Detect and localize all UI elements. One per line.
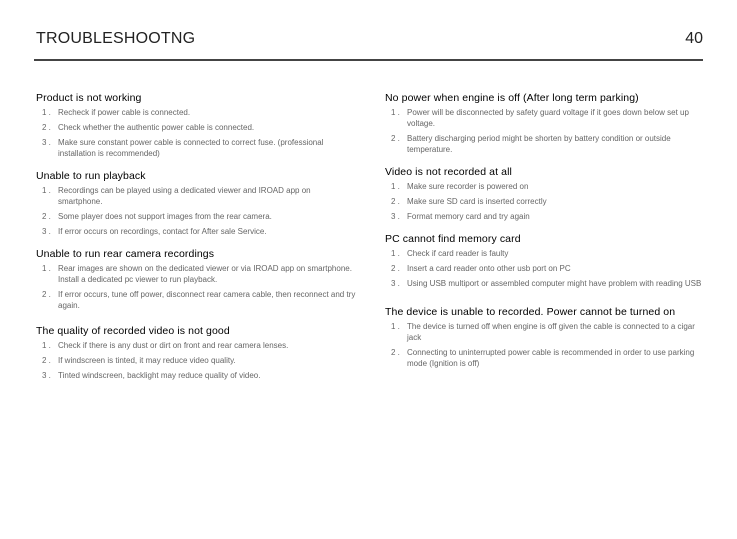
item-text: The device is turned off when engine is off given the cable is connected to a cigar jack <box>407 322 695 342</box>
item-text: Battery discharging period might be shorten by battery condition or outside temperature. <box>407 134 671 154</box>
item-text: Rear images are shown on the dedicated viewer or via IROAD app on smartphone. Install a dedicated pc viewer to run playback. <box>58 264 352 284</box>
header-divider <box>34 59 703 61</box>
item-text: If error occurs, tune off power, disconnect rear camera cable, then reconnect and try again. <box>58 290 356 310</box>
item-text: Check if there is any dust or dirt on front and rear camera lenses. <box>58 341 289 350</box>
item-number: 2 . <box>391 264 400 273</box>
section-title: PC cannot find memory card <box>385 233 521 245</box>
section-item-list <box>36 107 356 159</box>
list-item <box>36 211 356 222</box>
item-text: Using USB multiport or assembled computer might have problem with reading USB <box>407 279 702 288</box>
item-text: Recheck if power cable is connected. <box>58 108 191 117</box>
item-number: 2 . <box>391 134 400 143</box>
left-column <box>36 92 356 385</box>
item-text: Insert a card reader onto other usb port on PC <box>407 264 571 273</box>
item-number: 3 . <box>391 212 400 221</box>
list-item <box>385 278 705 289</box>
list-item <box>36 370 356 381</box>
item-text: Check if card reader is faulty <box>407 249 509 258</box>
item-number: 1 . <box>391 182 400 191</box>
list-item <box>36 289 356 311</box>
list-item <box>36 185 356 207</box>
list-item <box>385 181 705 192</box>
troubleshoot-section <box>36 92 356 159</box>
section-item-list <box>385 321 705 369</box>
item-number: 2 . <box>42 290 51 299</box>
list-item <box>36 355 356 366</box>
item-text: Make sure constant power cable is connected to correct fuse. (professional installation is recommended) <box>58 138 324 158</box>
troubleshoot-section <box>385 92 705 155</box>
page-number: 40 <box>685 30 703 47</box>
section-item-list <box>36 185 356 237</box>
item-number: 2 . <box>391 197 400 206</box>
item-number: 1 . <box>42 108 51 117</box>
item-text: Recordings can be played using a dedicated viewer and IROAD app on smartphone. <box>58 186 311 206</box>
section-title: The quality of recorded video is not good <box>36 325 230 337</box>
item-number: 2 . <box>42 212 51 221</box>
item-number: 1 . <box>42 186 51 195</box>
item-number: 3 . <box>391 279 400 288</box>
item-number: 1 . <box>391 108 400 117</box>
item-text: Some player does not support images from the rear camera. <box>58 212 272 221</box>
list-item <box>36 263 356 285</box>
list-item <box>385 321 705 343</box>
page-header <box>36 30 703 60</box>
section-item-list <box>385 181 705 222</box>
list-item <box>36 107 356 118</box>
troubleshoot-section <box>385 233 705 289</box>
item-text: Tinted windscreen, backlight may reduce quality of video. <box>58 371 261 380</box>
troubleshoot-section <box>385 166 705 222</box>
section-item-list <box>36 340 356 381</box>
list-item <box>385 248 705 259</box>
section-title: Product is not working <box>36 92 142 104</box>
section-title: Video is not recorded at all <box>385 166 512 178</box>
list-item <box>36 122 356 133</box>
list-item <box>385 107 705 129</box>
item-number: 1 . <box>391 322 400 331</box>
item-text: Connecting to uninterrupted power cable is recommended in order to use parking mode (Ignition is off) <box>407 348 695 368</box>
item-text: If windscreen is tinted, it may reduce video quality. <box>58 356 236 365</box>
list-item <box>385 347 705 369</box>
item-text: If error occurs on recordings, contact for After sale Service. <box>58 227 267 236</box>
list-item <box>385 133 705 155</box>
item-text: Make sure recorder is powered on <box>407 182 529 191</box>
list-item <box>385 263 705 274</box>
list-item <box>385 211 705 222</box>
troubleshoot-section <box>36 248 356 311</box>
right-column <box>385 92 705 373</box>
troubleshoot-section <box>36 170 356 237</box>
section-item-list <box>36 263 356 311</box>
list-item <box>385 196 705 207</box>
item-number: 3 . <box>42 227 51 236</box>
page-title: TROUBLESHOOTNG <box>36 30 196 47</box>
troubleshoot-section <box>36 325 356 381</box>
item-text: Format memory card and try again <box>407 212 530 221</box>
list-item <box>36 226 356 237</box>
list-item <box>36 340 356 351</box>
section-title: Unable to run rear camera recordings <box>36 248 215 260</box>
item-number: 1 . <box>42 341 51 350</box>
troubleshoot-section <box>385 306 705 369</box>
item-number: 2 . <box>42 356 51 365</box>
item-number: 3 . <box>42 138 51 147</box>
item-text: Power will be disconnected by safety guard voltage if it goes down below set up voltage. <box>407 108 689 128</box>
section-title: The device is unable to recorded. Power cannot be turned on <box>385 306 676 318</box>
item-text: Make sure SD card is inserted correctly <box>407 197 547 206</box>
item-text: Check whether the authentic power cable is connected. <box>58 123 255 132</box>
section-title: Unable to run playback <box>36 170 146 182</box>
item-number: 2 . <box>42 123 51 132</box>
item-number: 1 . <box>391 249 400 258</box>
list-item <box>36 137 356 159</box>
section-item-list <box>385 248 705 289</box>
section-title: No power when engine is off (After long term parking) <box>385 92 639 104</box>
item-number: 2 . <box>391 348 400 357</box>
section-item-list <box>385 107 705 155</box>
item-number: 3 . <box>42 371 51 380</box>
item-number: 1 . <box>42 264 51 273</box>
